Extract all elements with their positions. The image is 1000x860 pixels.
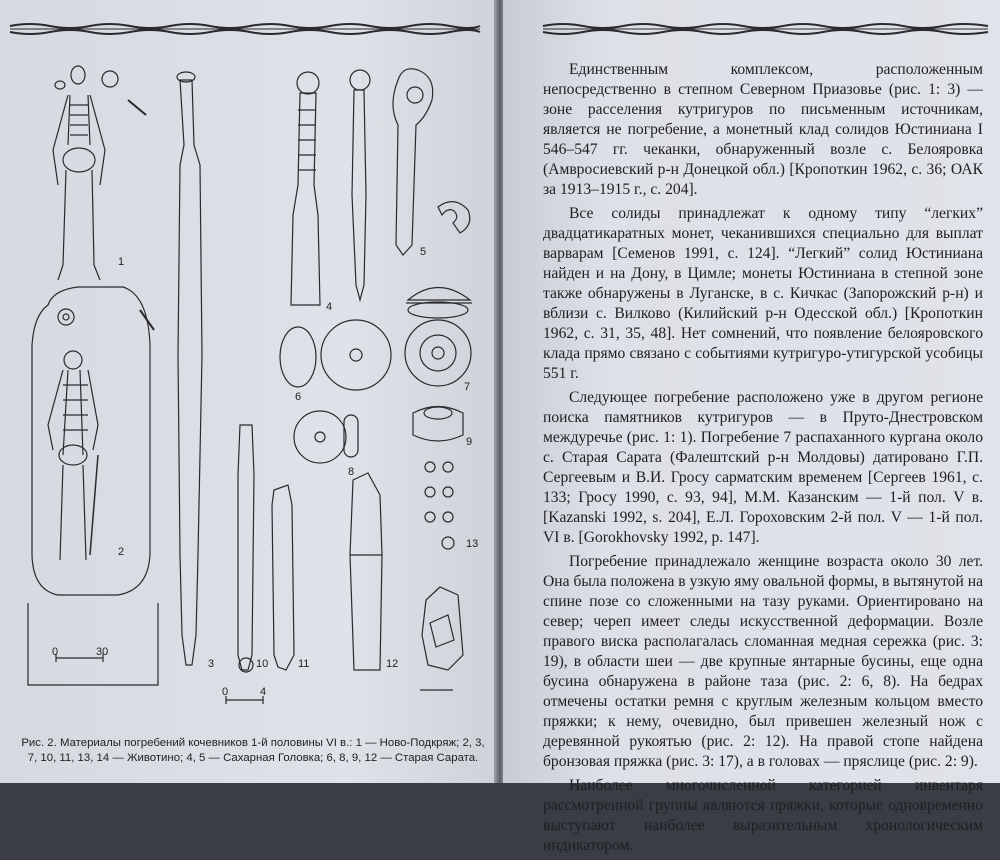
- fig-label-8: 8: [348, 466, 355, 478]
- scale-label-small-end: 4: [260, 686, 267, 698]
- artifact-drawing-6-9: [280, 288, 472, 464]
- fig-label-4: 4: [326, 301, 333, 313]
- artifact-drawing-4: [291, 70, 370, 305]
- artifact-drawing-10-12: [238, 425, 382, 672]
- scale-label-large-end: 30: [96, 646, 109, 658]
- paragraph-5: Наиболее многочисленной категорией инвентаря рассмотренной группы являются пряжки, которые одновременно выступают наиболее выразительным хронологическим индикатором.: [543, 777, 983, 854]
- right-page: [503, 0, 1000, 854]
- fig-label-13: 13: [466, 538, 479, 550]
- fig-label-11: 11: [298, 658, 310, 670]
- decorative-border-right: [543, 22, 988, 36]
- decorative-border-left: [10, 22, 480, 36]
- fig-label-5: 5: [420, 246, 427, 258]
- fig-label-10: 10: [256, 658, 269, 670]
- fig-label-7: 7: [464, 381, 471, 393]
- fig-label-6: 6: [295, 391, 302, 403]
- left-page: [0, 0, 497, 783]
- fig-label-1: 1: [118, 256, 125, 268]
- body-text: [543, 60, 983, 860]
- fig-label-2: 2: [118, 546, 125, 558]
- fig-label-9: 9: [466, 436, 473, 448]
- grave-drawing-2: [28, 287, 158, 685]
- paragraph-2: Все солиды принадлежат к одному типу “легких” двадцатикаратных монет, чеканившихся специально для выплат варварам [Семенов 1991, с. 124]. “Легкий” солид Юстиниана найден и на Дону, в Цимле; монеты Юстиниана в степной зоне также обнаружены в Луганске, в с. Кичкас (Запорожский р-н) и вблизи с. Вилково (Килийский р-н Одесской обл.) [Кропоткин 1962, с. 31, 35, 48]. Нет сомнений, что появление белояровского клада прямо связано с событиями кутригуро-утигурской усобицы 551 г.: [543, 205, 983, 382]
- scale-label-large-start: 0: [52, 646, 59, 658]
- paragraph-1: Единственным комплексом, расположенным непосредственно в степном Северном Приазовье (рис. 1: 3) — зоне расселения кутригуров по письменным источникам, является не погребение, а монетный клад солидов Юстиниана I 546–547 гг. чеканки, обнаруженный возле с. Белояровка (Амвросиевский р-н Донецкой обл.) [Кропоткин 1962, с. 36; ОАК за 1913–1915 г., с. 204].: [543, 61, 983, 198]
- artifact-drawing-3: [177, 72, 202, 665]
- paragraph-4: Погребение принадлежало женщине возраста около 30 лет. Она была положена в узкую яму овальной формы, в вытянутой на спине позе со сложенными на тазу руками. Ориентировано на север; череп имеет следы искусственной деформации. Возле правого виска располагалась сломанная медная сережка (рис. 3: 19), в области шеи — две крупные янтарные бусины, еще одна бусина обнаружена в районе таза (рис. 2: 6, 8). На бедрах отмечены остатки ремня с круглым железным кольцом вместо пряжки; к нему, очевидно, был привешен железный нож с деревянной рукоятью (рис. 2: 12). На правой стопе найдена бронзовая пряжка (рис. 3: 17), а в головах — пряслице (рис. 2: 9).: [543, 553, 983, 770]
- archaeological-figure: [8, 55, 488, 735]
- fig-label-3: 3: [208, 658, 215, 670]
- fig-label-12: 12: [386, 658, 399, 670]
- skeleton-drawing-1: [53, 66, 146, 280]
- scale-label-small-start: 0: [222, 686, 229, 698]
- paragraph-3: Следующее погребение расположено уже в другом регионе поиска памятников кутригуров — в Пруто-Днестровском междуречье (рис. 1: 1). Погребение 7 распаханного кургана около с. Старая Сарата (Фалештский р-н Молдовы) датировано Г.П. Сергеевым и В.И. Гросу сарматским временем [Сергеев 1961, с. 133; Гросу 1990, с. 93, 94], М.М. Казанским — 1-й пол. V в. [Kazanski 1992, s. 204], Е.Л. Гороховским 2-й пол. V — 1-й пол. VI в. [Gorokhovsky 1992, p. 147].: [543, 389, 983, 546]
- figure-caption: Рис. 2. Материалы погребений кочевников 1-й половины VI в.: 1 — Ново-Подкряж; 2, 3, 7, 10, 11, 13, 14 — Животино; 4, 5 — Сахарная Головка; 6, 8, 9, 12 — Старая Сарата.: [21, 737, 485, 764]
- artifact-drawing-13: [420, 462, 463, 690]
- artifact-drawing-5: [393, 69, 470, 255]
